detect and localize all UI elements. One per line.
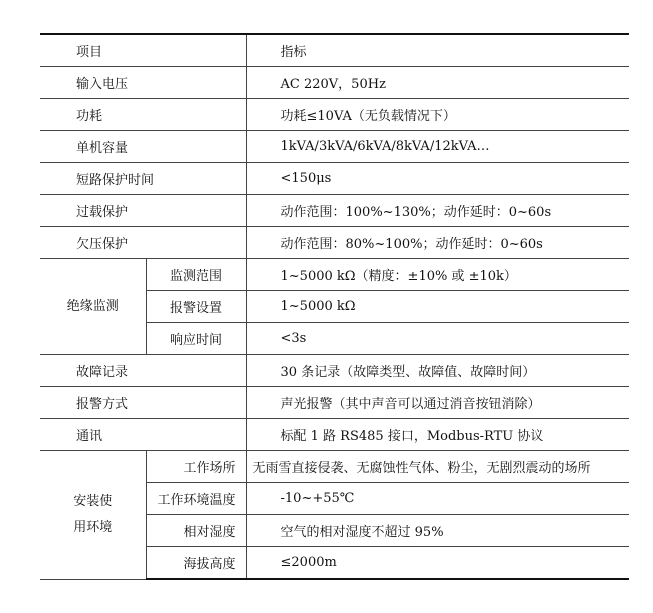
row-item: 单机容量 [40, 131, 246, 163]
row-item: 报警方式 [40, 387, 246, 419]
row-item: 输入电压 [40, 67, 246, 99]
row-sub-item: 报警设置 [146, 291, 246, 323]
row-value: 1~5000 kΩ（精度：±10% 或 ±10k） [246, 259, 629, 291]
table-header-row [40, 34, 629, 67]
header-item-cell: 项目 [40, 34, 246, 67]
row-value: 1~5000 kΩ [246, 291, 629, 323]
insulation-group-label: 绝缘监测 [40, 259, 146, 355]
row-value: 动作范围：100%~130%；动作延时：0~60s [246, 195, 629, 227]
row-item: 故障记录 [40, 355, 246, 387]
row-value: 空气的相对湿度不超过 95% [246, 515, 629, 547]
table-row [40, 419, 629, 451]
row-sub-item: 工作环境温度 [146, 483, 246, 515]
table-row [40, 259, 629, 291]
row-sub-item: 响应时间 [146, 323, 246, 355]
table-row [40, 195, 629, 227]
table-row [40, 451, 629, 483]
row-value: <150μs [246, 163, 629, 195]
row-item: 过载保护 [40, 195, 246, 227]
table-row [40, 227, 629, 259]
row-value: 1kVA/3kVA/6kVA/8kVA/12kVA… [246, 131, 629, 163]
table-row [40, 355, 629, 387]
row-value: 30 条记录（故障类型、故障值、故障时间） [246, 355, 629, 387]
table-row [40, 163, 629, 195]
row-item: 通讯 [40, 419, 246, 451]
table-row [40, 387, 629, 419]
environment-label-line2: 用环境 [73, 519, 113, 535]
header-value-cell: 指标 [246, 34, 629, 67]
row-item: 短路保护时间 [40, 163, 246, 195]
row-sub-item: 监测范围 [146, 259, 246, 291]
row-item: 功耗 [40, 99, 246, 131]
row-value: 声光报警（其中声音可以通过消音按钮消除） [246, 387, 629, 419]
row-value: 动作范围：80%~100%；动作延时：0~60s [246, 227, 629, 259]
row-value: ≤2000m [246, 547, 629, 580]
environment-group-label [40, 451, 146, 580]
row-value: -10~+55℃ [246, 483, 629, 515]
row-value: 标配 1 路 RS485 接口，Modbus-RTU 协议 [246, 419, 629, 451]
table-row [40, 99, 629, 131]
spec-table [40, 33, 629, 580]
row-item: 欠压保护 [40, 227, 246, 259]
row-value: 无雨雪直接侵袭、无腐蚀性气体、粉尘，无剧烈震动的场所 [246, 451, 629, 483]
environment-label-line1: 安装使 [73, 493, 113, 509]
row-value: AC 220V，50Hz [246, 67, 629, 99]
row-sub-item: 相对湿度 [146, 515, 246, 547]
row-value: 功耗≤10VA（无负载情况下） [246, 99, 629, 131]
row-sub-item: 海拔高度 [146, 547, 246, 580]
table-row [40, 67, 629, 99]
row-sub-item: 工作场所 [146, 451, 246, 483]
row-value: <3s [246, 323, 629, 355]
table-row [40, 131, 629, 163]
